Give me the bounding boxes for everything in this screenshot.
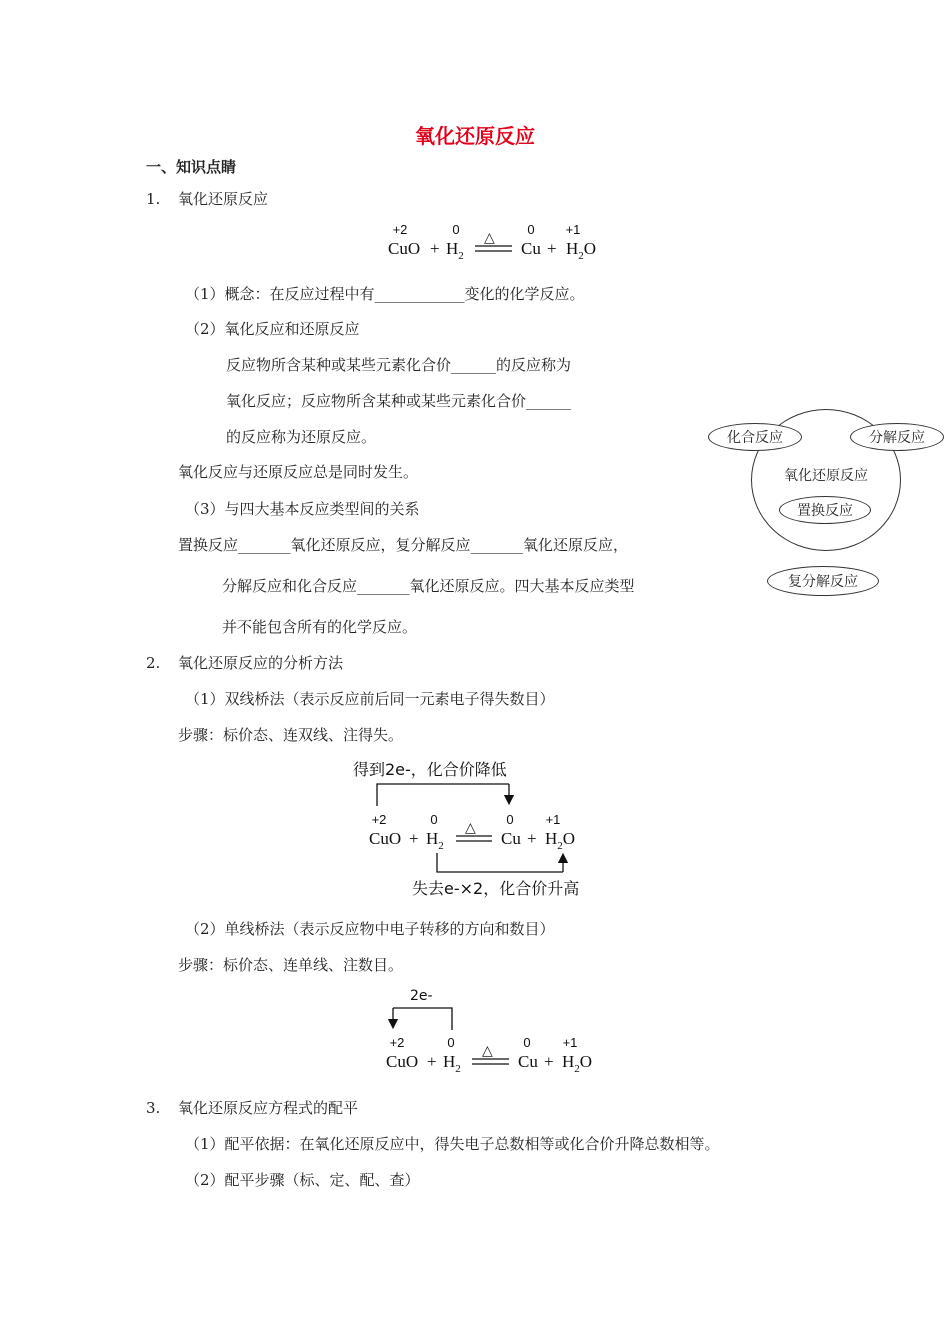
item2-number: 2. xyxy=(146,654,161,672)
item3-heading: 氧化还原反应方程式的配平 xyxy=(178,1099,359,1117)
balancing-steps: （2）配平步骤（标、定、配、查） xyxy=(185,1171,420,1189)
electron-count-label: 2e- xyxy=(410,988,433,1004)
heat-symbol: △ xyxy=(484,230,495,246)
formula-water: $H_2O$ xyxy=(545,829,576,852)
lose-bracket xyxy=(437,853,563,872)
ox-state-cu-right: 0 xyxy=(527,222,535,237)
ox-state-h2: 0 xyxy=(430,812,438,827)
double-displacement-label: 复分解反应 xyxy=(788,574,858,590)
ox-state-h-water: +1 xyxy=(562,1035,578,1050)
plus-sign: + xyxy=(544,1052,554,1071)
ox-state-h-water: +1 xyxy=(545,812,561,827)
ox-state-cu-left: +2 xyxy=(392,222,408,237)
ox-red-text-3: 的反应称为还原反应。 xyxy=(226,428,377,446)
page-title: 氧化还原反应 xyxy=(415,124,535,148)
plus-sign: + xyxy=(430,239,440,258)
item2-heading: 氧化还原反应的分析方法 xyxy=(178,654,344,672)
heat-symbol: △ xyxy=(465,820,476,836)
formula-h2: $H_2$ xyxy=(443,1052,461,1075)
subheading-ox-red: （2）氧化反应和还原反应 xyxy=(185,320,360,338)
formula-water: $H_2O$ xyxy=(566,239,597,262)
double-bridge-heading: （1）双线桥法（表示反应前后同一元素电子得失数目） xyxy=(185,690,555,708)
ox-state-h2: 0 xyxy=(447,1035,455,1050)
subheading-relation: （3）与四大基本反应类型间的关系 xyxy=(185,500,420,518)
gain-bracket xyxy=(377,784,509,806)
double-bridge-steps: 步骤：标价态、连双线、注得失。 xyxy=(178,726,404,744)
plus-sign: + xyxy=(527,829,537,848)
concept-text: （1）概念：在反应过程中有____________变化的化学反应。 xyxy=(185,285,585,303)
plus-sign: + xyxy=(427,1052,437,1071)
formula-water: $H_2O$ xyxy=(562,1052,593,1075)
formula-cuo: CuO xyxy=(369,829,402,848)
formula-cu: Cu xyxy=(518,1052,538,1071)
ox-state-h2: 0 xyxy=(452,222,460,237)
single-bridge-line xyxy=(393,1008,452,1030)
single-bridge-heading: （2）单线桥法（表示反应物中电子转移的方向和数目） xyxy=(185,920,555,938)
gain-annotation: 得到2e-，化合价降低 xyxy=(353,760,507,779)
relation-text-1: 置换反应_______氧化还原反应，复分解反应_______氧化还原反应， xyxy=(178,536,629,554)
formula-cuo: CuO xyxy=(388,239,421,258)
single-bridge-steps: 步骤：标价态、连单线、注数目。 xyxy=(178,956,404,974)
ox-red-text-1: 反应物所含某种或某些元素化合价______的反应称为 xyxy=(226,356,572,374)
relation-text-2: 分解反应和化合反应_______氧化还原反应。四大基本反应类型 xyxy=(222,577,635,595)
formula-h2: $H_2$ xyxy=(426,829,444,852)
heat-symbol: △ xyxy=(482,1043,493,1059)
simultaneous-text: 氧化反应与还原反应总是同时发生。 xyxy=(178,463,419,481)
formula-h2: $H_2$ xyxy=(446,239,464,262)
formula-cuo: CuO xyxy=(386,1052,419,1071)
redox-label: 氧化还原反应 xyxy=(784,468,868,484)
ox-state-cu-right: 0 xyxy=(506,812,514,827)
balancing-basis: （1）配平依据：在氧化还原反应中，得失电子总数相等或化合价升降总数相等。 xyxy=(185,1135,720,1153)
ox-state-cu-right: 0 xyxy=(523,1035,531,1050)
ox-state-cu-left: +2 xyxy=(371,812,387,827)
ox-state-cu-left: +2 xyxy=(389,1035,405,1050)
equals-bar xyxy=(472,1059,509,1064)
ox-state-h-water: +1 xyxy=(565,222,581,237)
plus-sign: + xyxy=(547,239,557,258)
decomposition-label: 分解反应 xyxy=(869,430,925,446)
displacement-label: 置换反应 xyxy=(797,503,853,519)
relation-text-3: 并不能包含所有的化学反应。 xyxy=(222,618,418,636)
equals-bar xyxy=(456,836,492,841)
formula-cu: Cu xyxy=(501,829,521,848)
section-heading: 一、知识点睛 xyxy=(146,158,237,176)
ox-red-text-2: 氧化反应；反应物所含某种或某些元素化合价______ xyxy=(226,392,572,410)
combination-label: 化合反应 xyxy=(727,430,783,446)
formula-cu: Cu xyxy=(521,239,541,258)
lose-annotation: 失去e-×2，化合价升高 xyxy=(412,879,580,898)
item1-heading: 氧化还原反应 xyxy=(178,190,269,208)
item3-number: 3. xyxy=(146,1099,161,1117)
equals-bar xyxy=(475,246,512,251)
item1-number: 1. xyxy=(146,190,161,208)
plus-sign: + xyxy=(409,829,419,848)
